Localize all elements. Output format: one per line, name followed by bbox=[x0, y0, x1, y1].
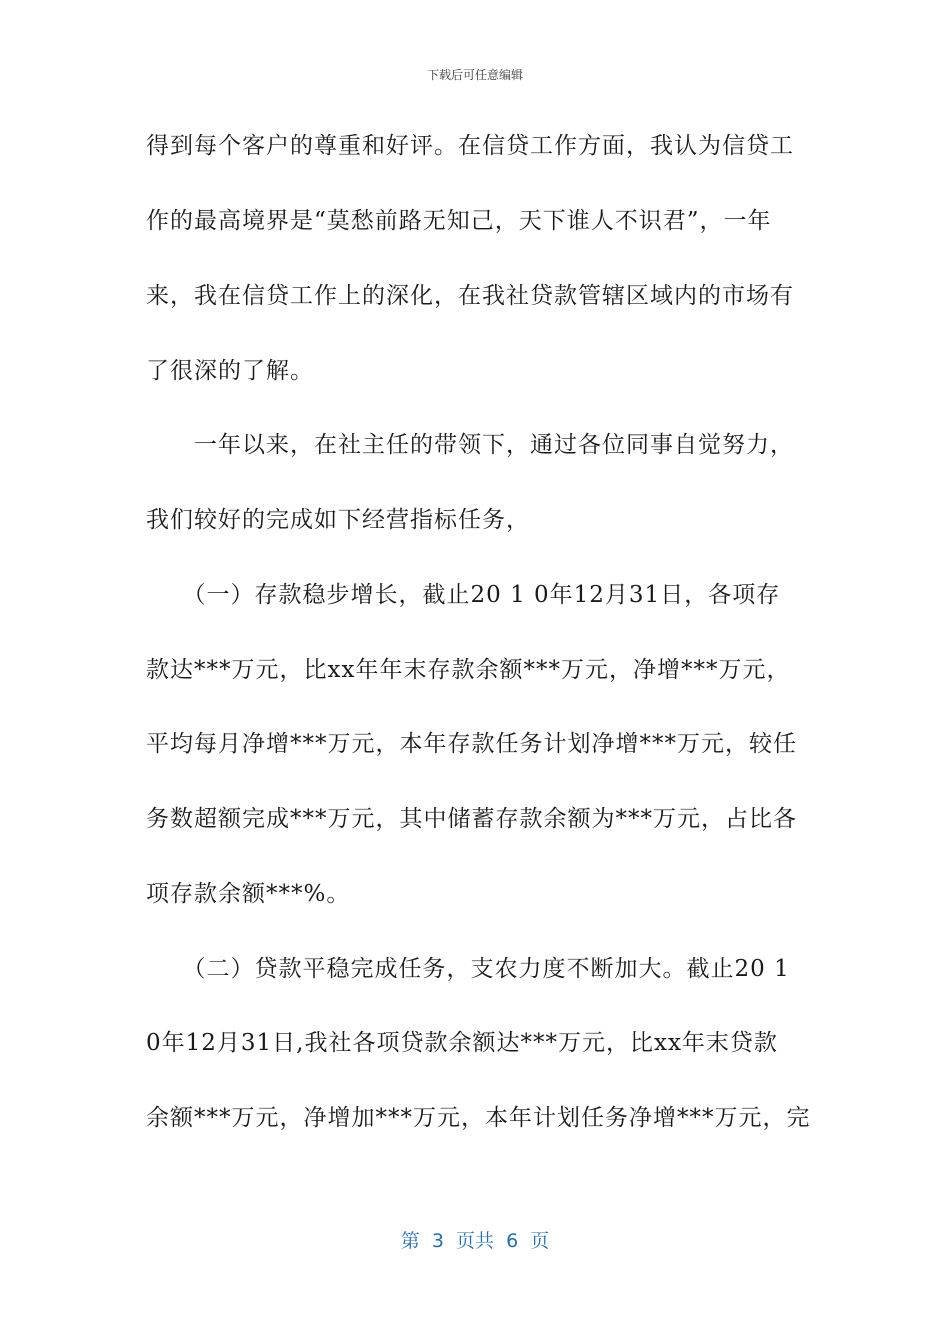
text-line: 余额***万元，净增加***万元，本年计划任务净增***万元，完 bbox=[146, 1105, 811, 1131]
text-line: 项存款余额***%。 bbox=[146, 881, 351, 907]
page-header: 下载后可任意编辑 bbox=[426, 68, 523, 82]
text-line: 0年12月31日,我社各项贷款余额达***万元，比xx年末贷款 bbox=[146, 1030, 778, 1056]
text-line: 务数超额完成***万元，其中储蓄存款余额为***万元，占比各 bbox=[146, 806, 797, 832]
text-line: 来，我在信贷工作上的深化，在我社贷款管辖区域内的市场有 bbox=[146, 283, 794, 309]
text-line: 平均每月净增***万元，本年存款任务计划净增***万元，较任 bbox=[146, 731, 797, 757]
page-number-footer: 第 3 页共 6 页 bbox=[400, 1230, 550, 1252]
text-line: （二）贷款平稳完成任务，支农力度不断加大。截止20 1 bbox=[146, 956, 790, 982]
text-line: 我们较好的完成如下经营指标任务， bbox=[146, 507, 530, 533]
text-line: 款达***万元，比xx年年末存款余额***万元，净增***万元， bbox=[146, 657, 791, 683]
text-line: 了很深的了解。 bbox=[146, 358, 314, 384]
text-line: 一年以来，在社主任的带领下，通过各位同事自觉努力， bbox=[146, 432, 794, 458]
text-line: 得到每个客户的尊重和好评。在信贷工作方面，我认为信贷工 bbox=[146, 133, 794, 159]
text-line: （一）存款稳步增长，截止20 1 0年12月31日，各项存 bbox=[146, 582, 781, 608]
text-line: 作的最高境界是“莫愁前路无知己，天下谁人不识君”，一年 bbox=[146, 208, 772, 234]
